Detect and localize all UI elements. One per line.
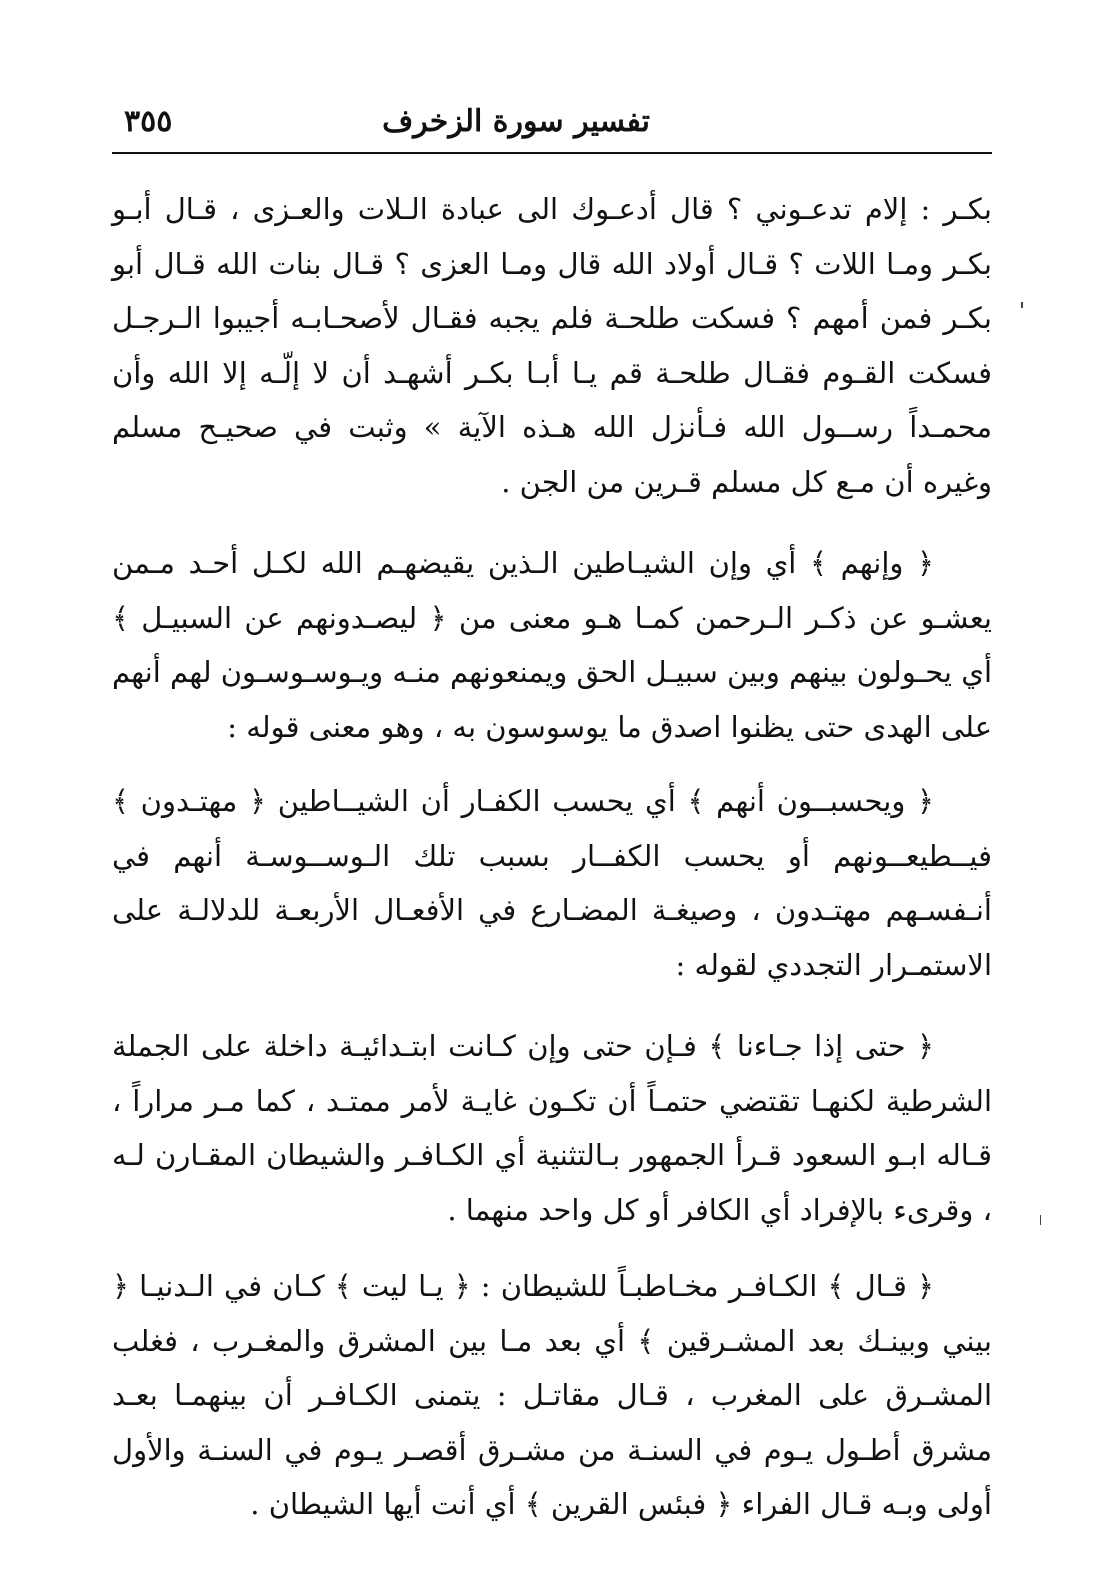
paragraph-5: ﴿ قـال ﴾ الكـافـر مخـاطبـاً للشيطان : ﴿ يـا ليت ﴾ كـان في الـدنيـا ﴿ بيني وبينـك بعد المشـرقين ﴾ أي بعد مـا بين المشرق والمغـرب ، فغلب المشـرق على المغرب ، قـال مقاتـل : يتمنى الكـافـر أن بينهمـا بعـد مشرق أطـول يـوم في السنـة من مشـرق أقصـر يـوم في السنـة والأول أولى وبـه قـال الفراء ﴿ فبئس القرين ﴾ أي أنت أيها الشيطان .	[112, 1269, 992, 1521]
running-header	[112, 98, 990, 150]
scan-speck	[1021, 302, 1023, 308]
page-number: ٣٥٥	[124, 104, 173, 139]
paragraph-2: ﴿ وإنهم ﴾ أي وإن الشيـاطين الـذين يقيضهـم الله لكـل أحـد مـمن يعشـو عن ذكـر الـرحمن كمـا هـو معنى من ﴿ ليصـدونهم عن السبيـل ﴾ أي يحـولون بينهم وبين سبيـل الحق ويمنعونهم منـه ويـوسـوسـون لهم أنهم على الهدى حتى يظنوا اصدق ما يوسوسون به ، وهو معنى قوله :	[112, 546, 992, 744]
paragraph-4: ﴿ حتى إذا جـاءنا ﴾ فـإن حتى وإن كـانت ابتـدائيـة داخلة على الجملة الشرطية لكنهـا تقتضي حتمـاً أن تكـون غايـة لأمر ممتـد ، كما مـر مراراً ، قـاله ابـو السعود قـرأ الجمهور بـالتثنية أي الكـافـر والشيطان المقـارن لـه ، وقرىء بالإفراد أي الكافر أو كل واحد منهما .	[112, 1029, 992, 1227]
scan-speck	[1040, 1215, 1041, 1225]
header-divider	[112, 152, 992, 154]
header-title: تفسير سورة الزخرف	[382, 104, 650, 139]
paragraph-1: بكـر : إلام تدعـوني ؟ قال أدعـوك الى عبادة الـلات والعـزى ، قـال أبـو بكـر ومـا اللات ؟ قـال أولاد الله قال ومـا العزى ؟ قـال بنات الله قـال أبو بكـر فمن أمهم ؟ فسكت طلحـة فلم يجبه فقـال لأصحـابـه أجيبوا الـرجـل فسكت القـوم فقـال طلحـة قم يـا أبـا بكـر أشهـد أن لا إلّـه إلا الله وأن محمـداً رســول الله فـأنزل الله هـذه الآية » وثبت في صحيـح مسلم وغيره أن مـع كل مسلم قـرين من الجن .	[112, 192, 992, 499]
body-text	[112, 182, 992, 1532]
paragraph-3: ﴿ ويحسبــون أنهم ﴾ أي يحسب الكفـار أن الشيــاطين ﴿ مهتـدون ﴾ فيــطيعــونهم أو يحسب الكفــار بسبب تلك الـوســوسـة أنهم في أنـفسـهم مهتـدون ، وصيغـة المضـارع في الأفعـال الأربعـة للدلالـة على الاستمـرار التجددي لقوله :	[112, 784, 992, 982]
